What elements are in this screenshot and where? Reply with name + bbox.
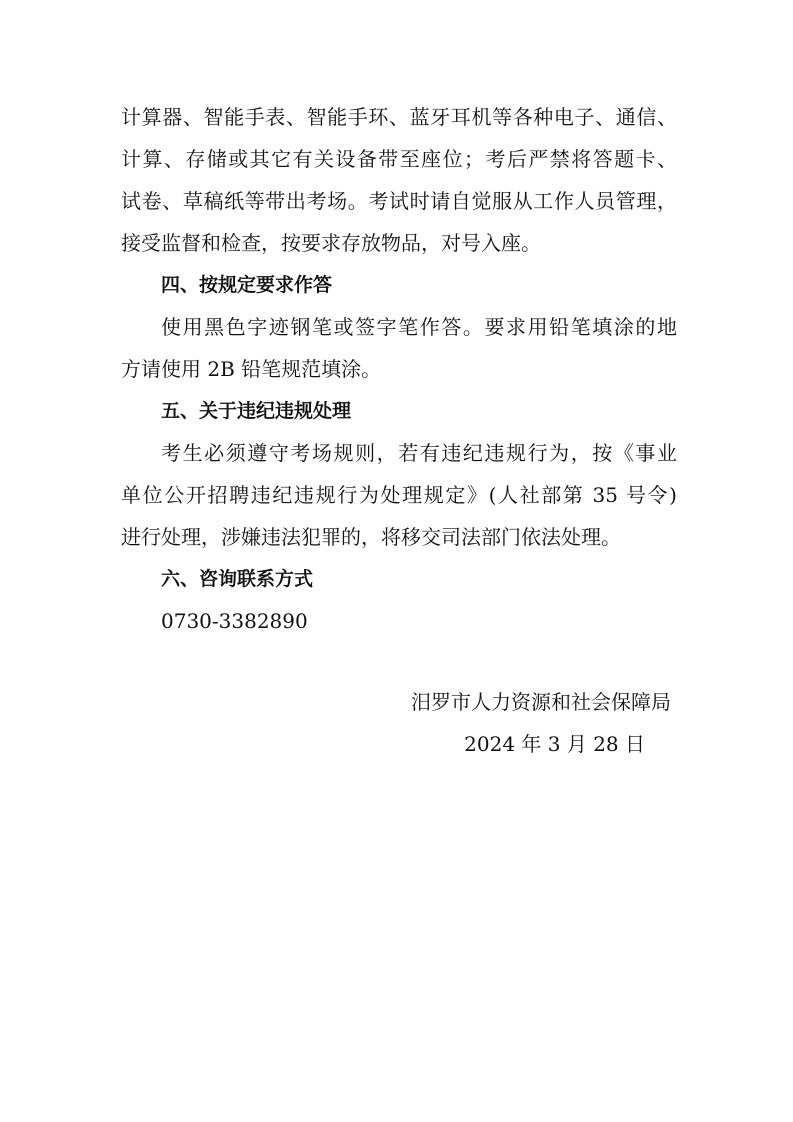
section-heading-5: 五、关于违纪违规处理 [161,400,352,422]
body-text-line: 接受监督和检查，按要求存放物品，对号入座。 [121,231,541,255]
contact-phone: 0730-3382890 [161,609,308,633]
body-text-line: 方请使用 2B 铅笔规范填涂。 [121,357,382,381]
signature-org: 汨罗市人力资源和社会保障局 [411,690,671,714]
signature-date: 2024 年 3 月 28 日 [464,732,645,756]
body-text-line: 考生必须遵守考场规则，若有违纪违规行为，按《事业 [161,441,677,465]
body-text-line: 进行处理，涉嫌违法犯罪的，将移交司法部门依法处理。 [121,525,621,549]
body-text-line: 单位公开招聘违纪违规行为处理规定》(人社部第 35 号令) [121,483,677,507]
body-text-line: 试卷、草稿纸等带出考场。考试时请自觉服从工作人员管理， [121,189,677,213]
body-text-line: 计算器、智能手表、智能手环、蓝牙耳机等各种电子、通信、 [121,105,677,129]
section-heading-4: 四、按规定要求作答 [161,274,333,296]
body-text-line: 使用黑色字迹钢笔或签字笔作答。要求用铅笔填涂的地 [161,315,677,339]
section-heading-6: 六、咨询联系方式 [161,568,314,590]
body-text-line: 计算、存储或其它有关设备带至座位；考后严禁将答题卡、 [121,147,677,171]
